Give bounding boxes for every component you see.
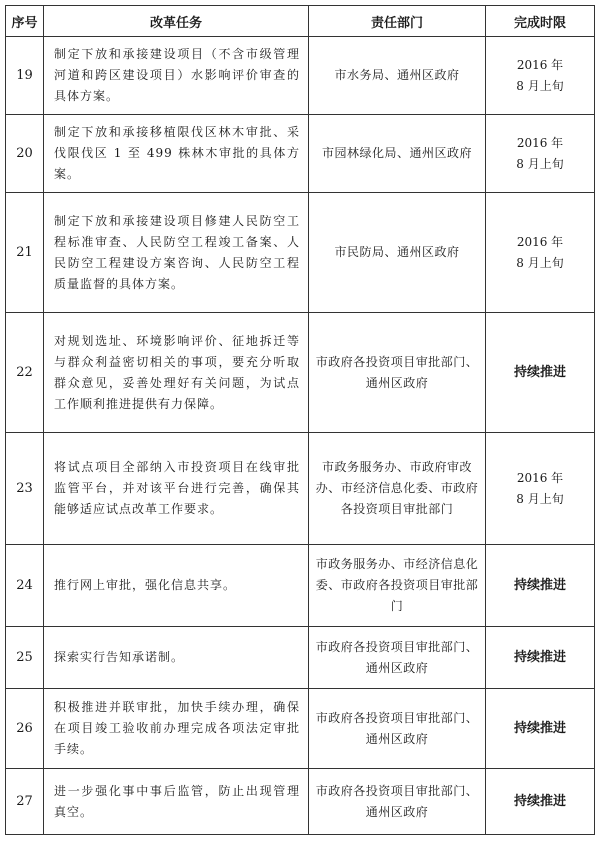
row-dept: 市政务服务办、市政府审改办、市经济信息化委、市政府各投资项目审批部门 <box>309 433 486 545</box>
row-time: 2016 年 8 月上旬 <box>486 193 595 313</box>
row-time: 2016 年 8 月上旬 <box>486 433 595 545</box>
row-dept: 市政府各投资项目审批部门、通州区政府 <box>309 689 486 769</box>
header-time: 完成时限 <box>486 6 595 37</box>
row-dept: 市民防局、通州区政府 <box>309 193 486 313</box>
row-dept: 市政务服务办、市经济信息化委、市政府各投资项目审批部门 <box>309 545 486 627</box>
row-time: 2016 年 8 月上旬 <box>486 37 595 115</box>
table-row <box>6 313 595 433</box>
table-row <box>6 433 595 545</box>
row-task: 推行网上审批，强化信息共享。 <box>44 545 309 627</box>
table-row <box>6 769 595 835</box>
row-time: 持续推进 <box>486 627 595 689</box>
row-time: 持续推进 <box>486 545 595 627</box>
row-number: 24 <box>6 545 44 627</box>
header-task: 改革任务 <box>44 6 309 37</box>
row-number: 21 <box>6 193 44 313</box>
row-task: 探索实行告知承诺制。 <box>44 627 309 689</box>
document-page <box>5 5 594 835</box>
row-dept: 市政府各投资项目审批部门、通州区政府 <box>309 769 486 835</box>
table-header-row <box>6 6 595 37</box>
table-row <box>6 545 595 627</box>
table-row <box>6 627 595 689</box>
row-dept: 市水务局、通州区政府 <box>309 37 486 115</box>
row-task: 进一步强化事中事后监管，防止出现管理真空。 <box>44 769 309 835</box>
row-time: 持续推进 <box>486 769 595 835</box>
reform-task-table <box>5 5 595 835</box>
row-task: 积极推进并联审批，加快手续办理，确保在项目竣工验收前办理完成各项法定审批手续。 <box>44 689 309 769</box>
header-dept: 责任部门 <box>309 6 486 37</box>
row-task: 制定下放和承接建设项目修建人民防空工程标准审查、人民防空工程竣工备案、人民防空工程建设方案咨询、人民防空工程质量监督的具体方案。 <box>44 193 309 313</box>
row-number: 27 <box>6 769 44 835</box>
row-task: 制定下放和承接建设项目（不含市级管理河道和跨区建设项目）水影响评价审查的具体方案。 <box>44 37 309 115</box>
table-row <box>6 689 595 769</box>
row-time: 持续推进 <box>486 313 595 433</box>
row-dept: 市政府各投资项目审批部门、通州区政府 <box>309 627 486 689</box>
row-task: 制定下放和承接移植限伐区林木审批、采伐限伐区 1 至 499 株林木审批的具体方案。 <box>44 115 309 193</box>
table-row <box>6 37 595 115</box>
row-time: 持续推进 <box>486 689 595 769</box>
header-no: 序号 <box>6 6 44 37</box>
row-task: 对规划选址、环境影响评价、征地拆迁等与群众利益密切相关的事项，要充分听取群众意见，妥善处理好有关问题，为试点工作顺利推进提供有力保障。 <box>44 313 309 433</box>
row-dept: 市园林绿化局、通州区政府 <box>309 115 486 193</box>
row-number: 20 <box>6 115 44 193</box>
row-task: 将试点项目全部纳入市投资项目在线审批监管平台，并对该平台进行完善，确保其能够适应试点改革工作要求。 <box>44 433 309 545</box>
table-row <box>6 115 595 193</box>
row-number: 26 <box>6 689 44 769</box>
row-number: 25 <box>6 627 44 689</box>
row-number: 22 <box>6 313 44 433</box>
row-number: 19 <box>6 37 44 115</box>
row-number: 23 <box>6 433 44 545</box>
row-dept: 市政府各投资项目审批部门、通州区政府 <box>309 313 486 433</box>
table-row <box>6 193 595 313</box>
row-time: 2016 年 8 月上旬 <box>486 115 595 193</box>
